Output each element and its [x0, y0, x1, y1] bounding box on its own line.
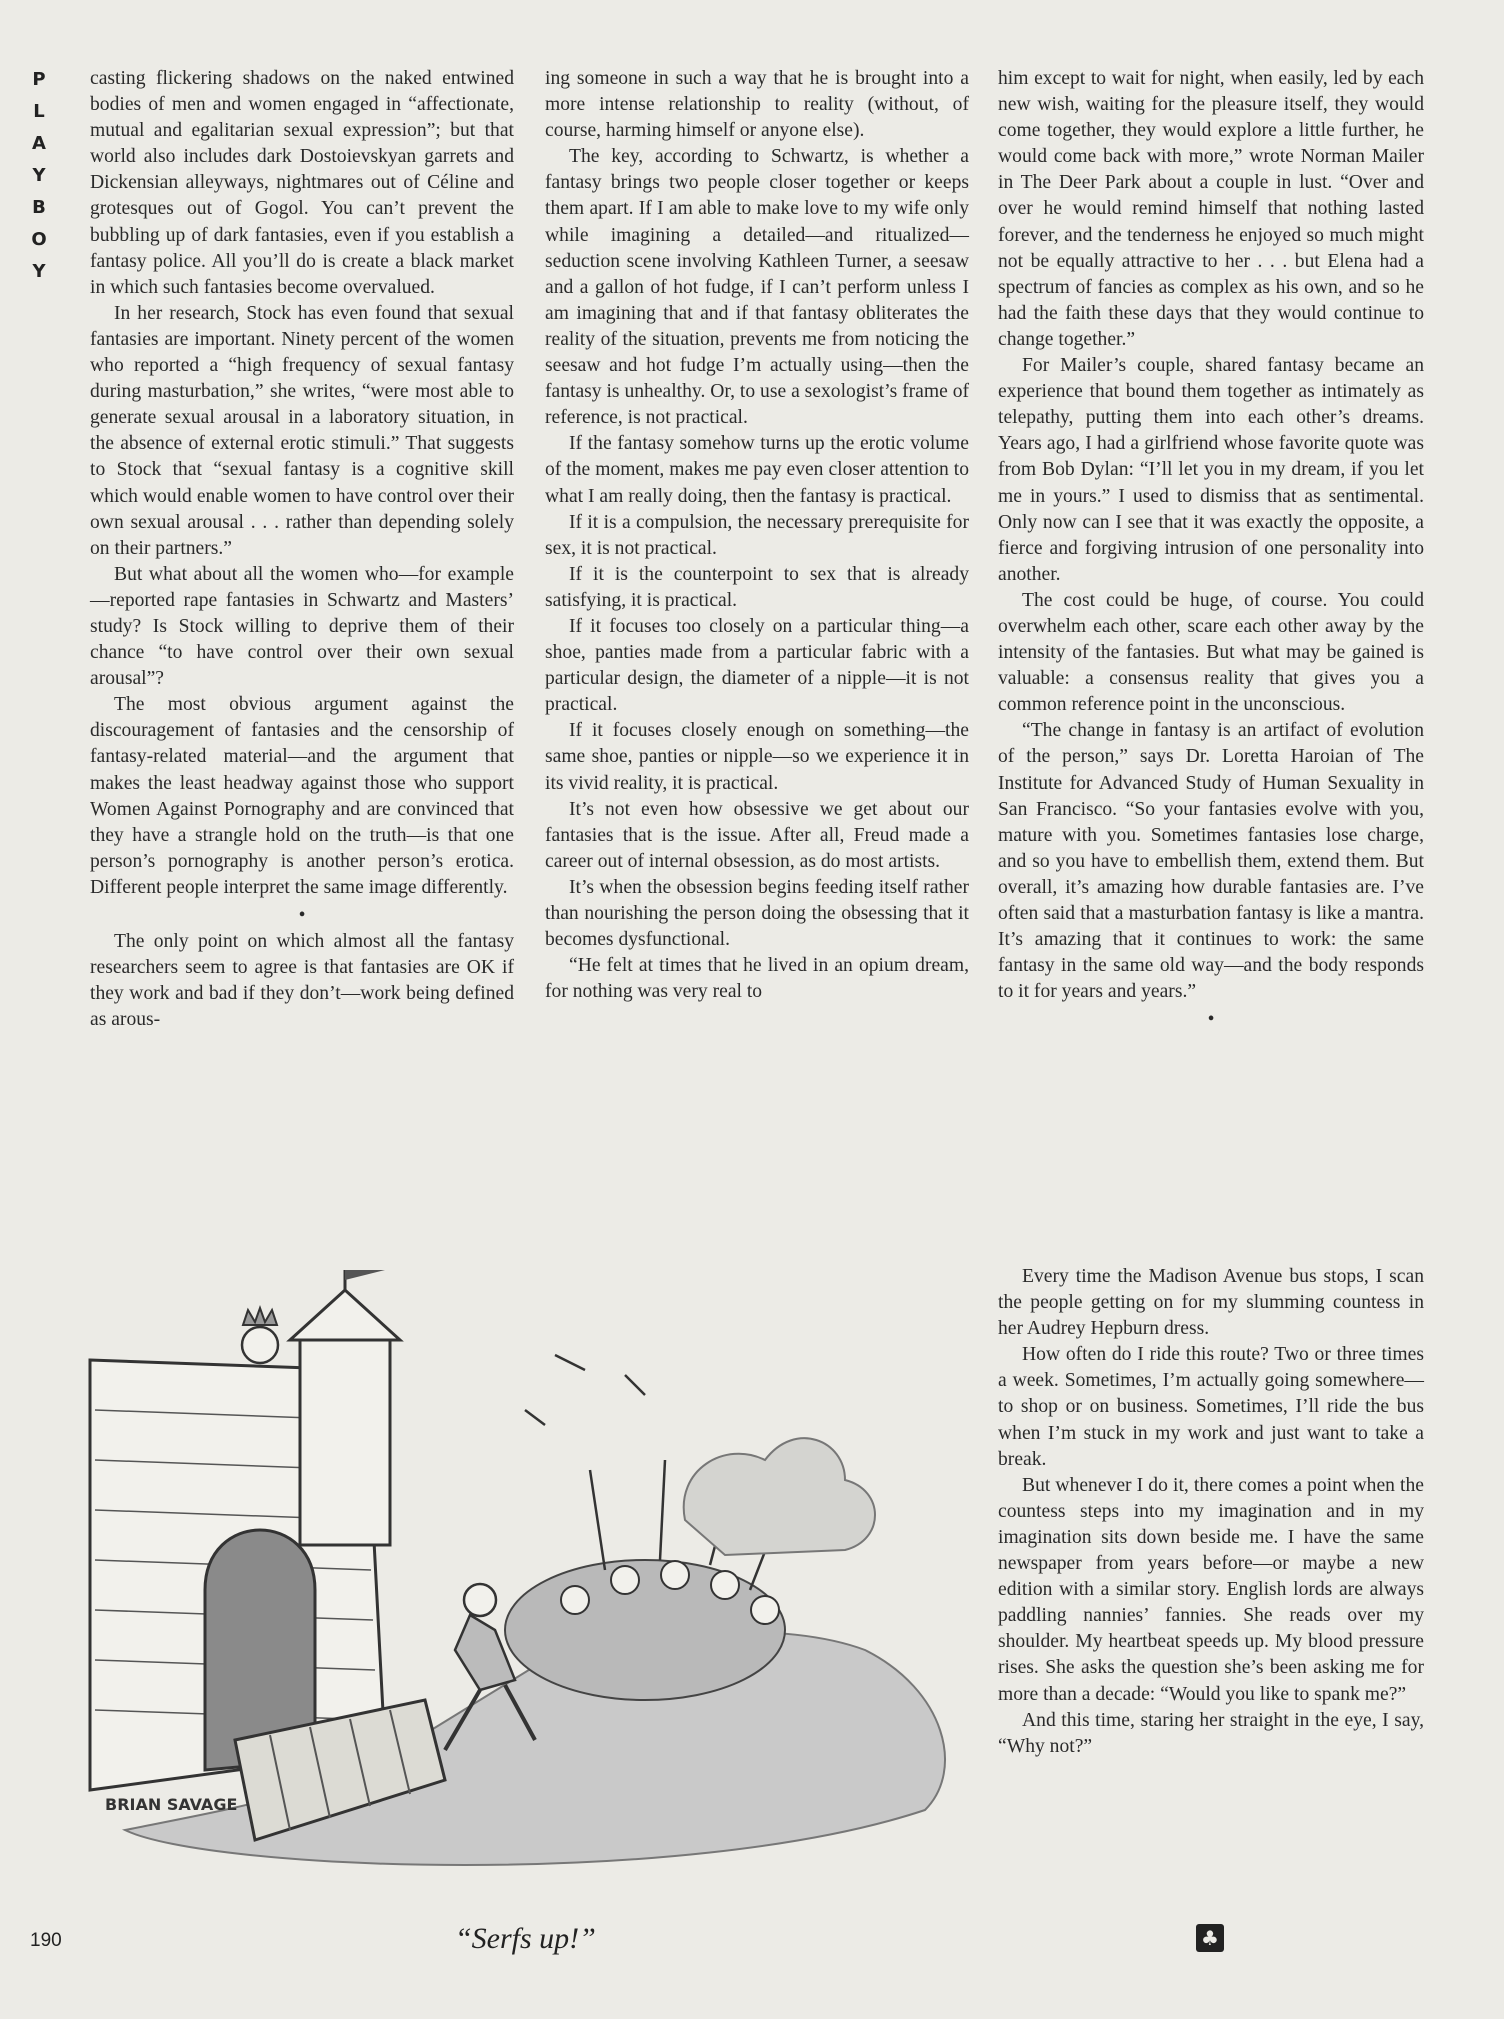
- sidebar-letter: O: [31, 229, 47, 250]
- article-column-3: [998, 66, 1424, 1033]
- king-figure: [242, 1327, 278, 1363]
- sidebar-letter: L: [33, 101, 45, 122]
- section-break-bullet: •: [298, 905, 306, 926]
- sidebar-letter: Y: [32, 261, 46, 282]
- paragraph: Every time the Madison Avenue bus stops, I scan the people getting on for my slumming countess in her Audrey Hepburn dress.: [998, 1266, 1424, 1340]
- paragraph: It’s not even how obsessive we get about our fantasies that is the issue. After all, Freud made a career out of internal obsession, as do most artists.: [545, 798, 969, 872]
- paragraph: And this time, staring her straight in the eye, I say, “Why not?”: [998, 1709, 1424, 1757]
- sidebar-letter: B: [32, 197, 46, 218]
- pennant-flag: [345, 1270, 385, 1280]
- article-column-1: [90, 66, 514, 1033]
- end-mark-icon: ♣: [1196, 1924, 1224, 1952]
- paragraph: In her research, Stock has even found that sexual fantasies are important. Ninety percent of the women who reported a “high frequency of sexual fantasy during masturbation,” she writes, “were most able to generate sexual arousal in a laboratory situation, in the absence of external erotic stimuli.” That suggests to Stock that “sexual fantasy is a cognitive skill which would enable women to have control over their own sexual arousal . . . rather than depending solely on their partners.”: [90, 302, 514, 559]
- sidebar-letter: P: [32, 69, 46, 90]
- paragraph: him except to wait for night, when easily, led by each new wish, waiting for the pleasure itself, they would come together, they would explore a little further, he would come back with more,” wrote Norman Mailer in The Deer Park about a couple in lust. “Over and over he would remind himself that nothing lasted forever, and the tenderness he enjoyed so much might not be equally attractive to her . . . but Elena had a spectrum of fancies as complex as his own, and so he had the faith these days that they would continue to change together.”: [998, 68, 1424, 350]
- sidebar-letter: A: [32, 133, 46, 154]
- paragraph: The cost could be huge, of course. You could overwhelm each other, scare each other away by the intensity of the fantasies. But what may be gained is valuable: a consensus reality that gives you a common reference point in the unconscious.: [998, 589, 1424, 716]
- paragraph: If it focuses closely enough on something—the same shoe, panties or nipple—so we experience it in its vivid reality, it is practical.: [545, 720, 969, 794]
- magazine-name-vertical: [28, 64, 50, 288]
- thrown-tools: [525, 1355, 645, 1425]
- paragraph: If the fantasy somehow turns up the erotic volume of the moment, makes me pay even closer attention to what I am really doing, then the fantasy is practical.: [545, 433, 969, 507]
- paragraph: It’s when the obsession begins feeding itself rather than nourishing the person doing the obsessing that it becomes dysfunctional.: [545, 876, 969, 951]
- paragraph: “The change in fantasy is an artifact of evolution of the person,” says Dr. Loretta Haroian of The Institute for Advanced Study of Human Sexuality in San Francisco. “So your fantasies evolve with you, mature with you. Sometimes fantasies lose charge, and so you have to embellish them, extend them. But overall, it’s amazing how durable fantasies are. I’ve often said that a masturbation fantasy is like a mantra. It’s amazing that it continues to work: the same fantasy in the same old way—and the body responds to it for years and years.”: [998, 720, 1424, 1003]
- paragraph: But whenever I do it, there comes a point when the countess steps into my imagination and in my imagination sits down beside me. I have the same newspaper from years before—or maybe a new edition with a similar story. English lords are always paddling nannies’ fannies. She reads over my shoulder. My heartbeat speeds up. My blood pressure rises. She asks the question she’s been asking me for more than a decade: “Would you like to spank me?”: [998, 1474, 1424, 1705]
- artist-signature: BRIAN SAVAGE: [105, 1795, 238, 1814]
- paragraph: casting flickering shadows on the naked entwined bodies of men and women engaged in “affectionate, mutual and egalitarian sexual expression”; but that world also includes dark Dostoievskyan garrets and Dickensian alleyways, nightmares out of Céline and grotesques out of Gogol. You can’t prevent the bubbling up of dark fantasies, even if you establish a fantasy police. All you’ll do is create a black market in which such fantasies become overvalued.: [90, 68, 514, 298]
- paragraph: ing someone in such a way that he is brought into a more intense relationship to reality (without, of course, harming himself or anyone else).: [545, 68, 969, 142]
- jester-figure: [464, 1584, 496, 1616]
- page-number: 190: [30, 1930, 62, 1951]
- crown-icon: [243, 1308, 277, 1325]
- paragraph: How often do I ride this route? Two or three times a week. Sometimes, I’m actually going somewhere—to shop or on business. Sometimes, I’ll ride the bus when I’m stuck in my work and just want to take a break.: [998, 1344, 1424, 1470]
- paragraph: But what about all the women who—for example—reported rape fantasies in Schwartz and Masters’ study? Is Stock willing to deprive them of their chance “to have control over their own sexual arousal”?: [90, 563, 514, 690]
- castle-tower: [300, 1335, 390, 1545]
- section-break-bullet: •: [1207, 1009, 1215, 1031]
- article-column-3-continued: [998, 1264, 1424, 1760]
- dust-cloud: [684, 1438, 875, 1555]
- cartoon-caption: “Serfs up!”: [455, 1922, 596, 1955]
- paragraph: If it is the counterpoint to sex that is already satisfying, it is practical.: [545, 563, 969, 611]
- paragraph: The most obvious argument against the discouragement of fantasies and the censorship of fantasy-related material—and the argument that makes the least headway against those who support Women Against Pornography and are convinced that they have a strangle hold on the truth—is that one person’s pornography is another person’s erotica. Different people interpret the same image differently.: [90, 694, 514, 898]
- tower-roof: [290, 1290, 400, 1340]
- cartoon-illustration: [85, 1270, 975, 1900]
- sidebar-letter: Y: [32, 165, 46, 186]
- article-column-2: [545, 66, 969, 1005]
- paragraph: “He felt at times that he lived in an opium dream, for nothing was very real to: [545, 955, 969, 1003]
- paragraph: For Mailer’s couple, shared fantasy became an experience that bound them together as intimately as telepathy, putting them into each other’s dreams. Years ago, I had a girlfriend whose favorite quote was from Bob Dylan: “I’ll let you in my dream, if you let me in yours.” I used to dismiss that as sentimental. Only now can I see that it was exactly the opposite, a fierce and forgiving intrusion of one personality into another.: [998, 355, 1424, 585]
- paragraph: If it focuses too closely on a particular thing—a shoe, panties made from a particular fabric with a particular design, the diameter of a nipple—it is not practical.: [545, 615, 969, 716]
- paragraph: If it is a compulsion, the necessary prerequisite for sex, it is not practical.: [545, 511, 969, 559]
- paragraph: The only point on which almost all the fantasy researchers seem to agree is that fantasies are OK if they work and bad if they don’t—work being defined as arous-: [90, 931, 514, 1031]
- paragraph: The key, according to Schwartz, is whether a fantasy brings two people closer together or keeps them apart. If I am able to make love to my wife only while imagining a detailed—and ritualized—seduction scene involving Kathleen Turner, a seesaw and a gallon of hot fudge, if I can’t perform unless I am imagining that and if that fantasy obliterates the reality of the situation, prevents me from noticing the seesaw and hot fudge I’m actually using—then the fantasy is unhealthy. Or, to use a sexologist’s frame of reference, is not practical.: [545, 146, 970, 429]
